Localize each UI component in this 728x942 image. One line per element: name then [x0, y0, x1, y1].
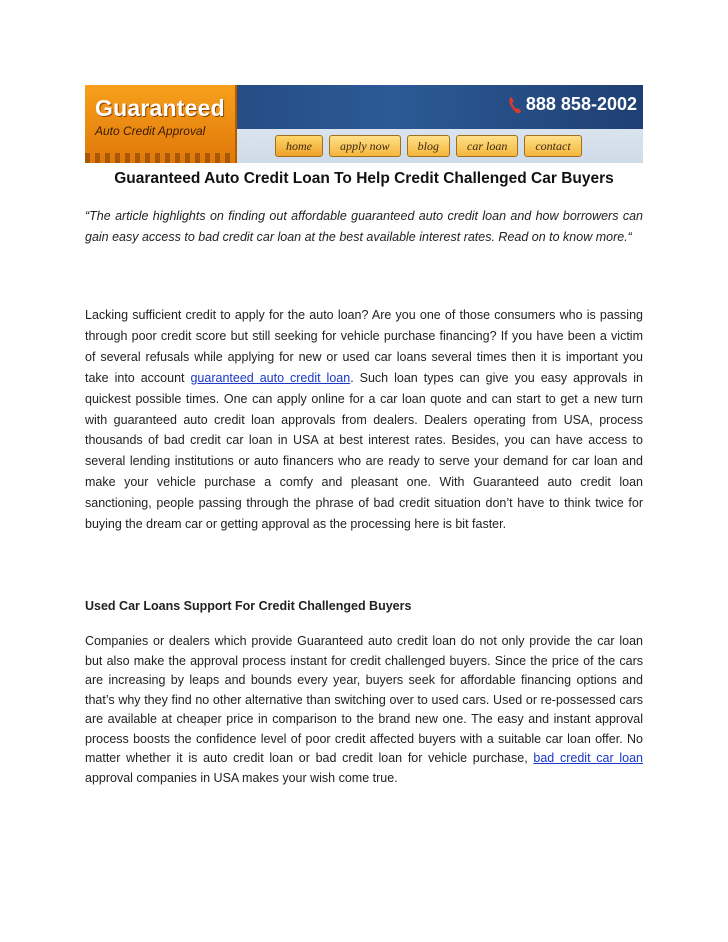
logo-title: Guaranteed — [95, 95, 225, 121]
close-quote: “ — [627, 230, 632, 244]
p2-text-before: Companies or dealers which provide Guaranteed auto credit loan do not only provide the car loan but also make the approval process instant for credit challenged buyers. Since the price of the cars are increasing by leaps and bounds every year, buyers seek for affordable financing options and that’s why they find no other alternative than switching over to used cars. Used or re-possessed cars are available at cheaper price in comparison to the brand new one. The easy and instant approval process boosts the confidence level of poor credit affected buyers with a suitable car loan offer. No matter whether it is auto credit loan or bad credit loan for vehicle purchase, — [85, 634, 643, 765]
phone-contact — [508, 94, 637, 115]
logo-checker-pattern — [85, 153, 235, 163]
article-title: Guaranteed Auto Credit Loan To Help Credit Challenged Car Buyers — [114, 170, 614, 187]
body-paragraph-1 — [85, 305, 643, 535]
p1-text-after: . Such loan types can give you easy approvals in quickest possible times. One can apply online for a car loan quote and can start to get a new turn with guaranteed auto credit loan approvals from dealers. Dealers operating from USA, process thousands of bad credit car loan in USA at best interest rates. Besides, you can have access to several lending institutions or auto financers who are ready to serve your demand for car loan and make your vehicle purchase a comfy and pleasant one. With Guaranteed auto credit loan sanctioning, people passing through the phrase of bad credit situation don’t have to think twice for buying the dream car or getting approval as the processing here is bit faster. — [85, 370, 643, 532]
intro-text: The article highlights on finding out affordable guaranteed auto credit loan and how borrowers can gain easy access to bad credit car loan at the best available interest rates. Read on to know more. — [85, 209, 643, 244]
phone-icon — [508, 96, 522, 114]
logo-subtitle: Auto Credit Approval — [95, 124, 206, 138]
section-heading: Used Car Loans Support For Credit Challenged Buyers — [85, 599, 412, 613]
p2-text-after: approval companies in USA makes your wish come true. — [85, 770, 398, 785]
guaranteed-auto-credit-loan-link[interactable]: guaranteed auto credit loan — [190, 370, 351, 385]
nav-apply-now-button[interactable]: apply now — [329, 135, 401, 157]
nav-contact-button[interactable]: contact — [524, 135, 581, 157]
p1-text-before: Lacking sufficient credit to apply for the auto loan? Are you one of those consumers who is passing through poor credit score but still seeking for vehicle purchase financing? If you have been a victim of several refusals while applying for new or used car loans several times then it is important you take into account — [85, 308, 643, 385]
nav-home-button[interactable]: home — [275, 135, 323, 157]
main-nav — [275, 135, 582, 157]
nav-blog-button[interactable]: blog — [407, 135, 450, 157]
site-banner — [85, 85, 643, 163]
logo[interactable] — [85, 85, 237, 163]
bad-credit-car-loan-link[interactable]: bad credit car loan — [533, 751, 643, 765]
body-paragraph-2 — [85, 632, 643, 788]
phone-number: 888 858-2002 — [525, 94, 637, 114]
nav-car-loan-button[interactable]: car loan — [456, 135, 518, 157]
open-quote: “ — [85, 209, 90, 223]
intro-paragraph — [85, 206, 643, 248]
